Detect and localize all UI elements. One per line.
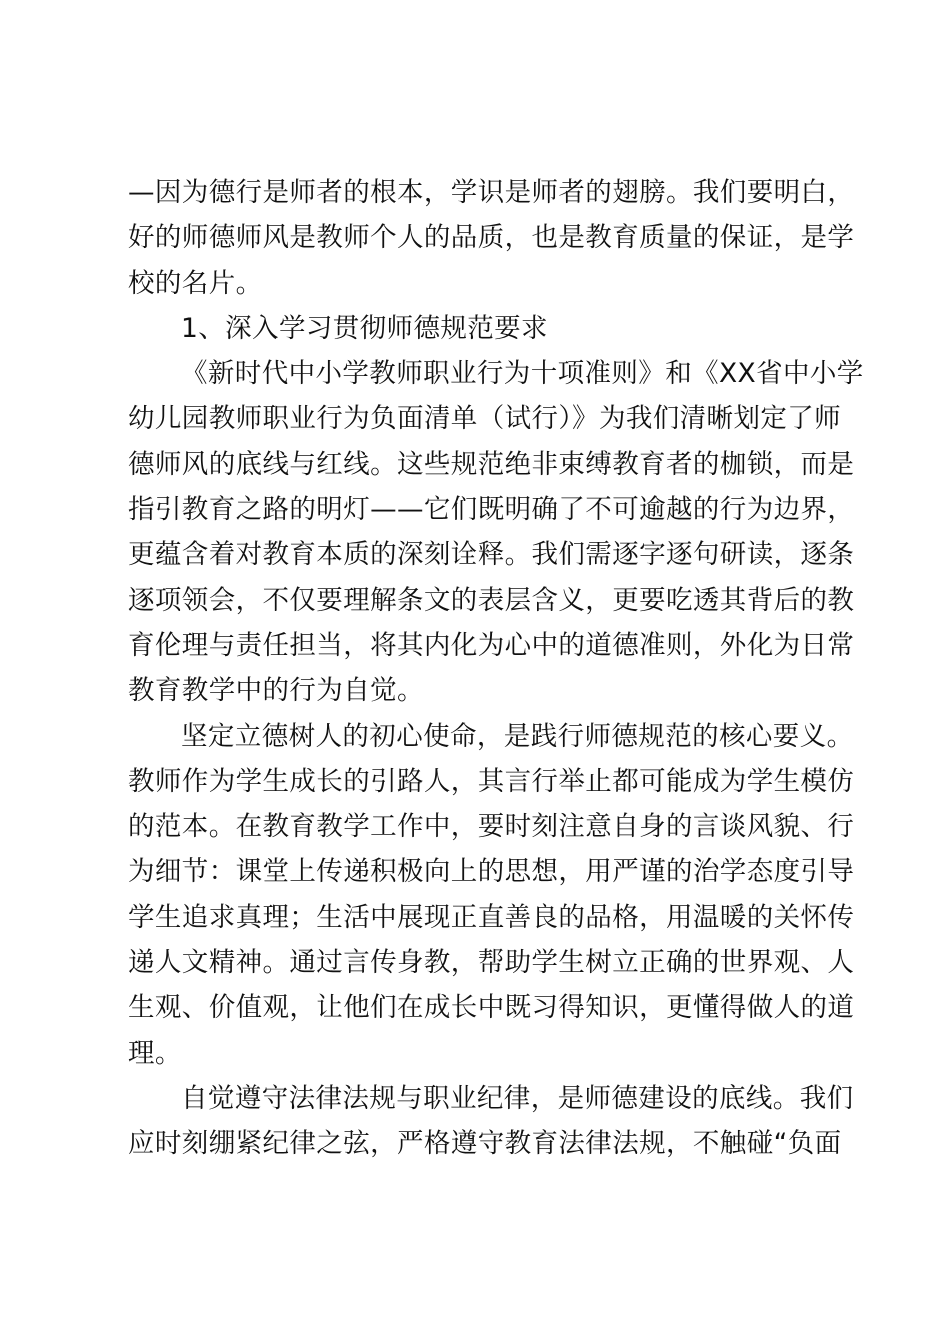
document-body	[128, 170, 864, 1167]
text-line: 校的名片。	[128, 267, 263, 299]
text-line: 幼儿园教师职业行为负面清单（试行）》为我们清晰划定了师	[128, 403, 842, 435]
paragraph-first-line: 自觉遵守法律法规与职业纪律，是师德建设的底线。我们	[181, 1082, 854, 1114]
text-line: 学生追求真理；生活中展现正直善良的品格，用温暖的关怀传	[128, 901, 855, 933]
text-line: 理。	[128, 1037, 182, 1069]
paragraph-first-line: 坚定立德树人的初心使命，是践行师德规范的核心要义。	[181, 720, 854, 752]
text-line: 教师作为学生成长的引路人，其言行举止都可能成为学生模仿	[128, 765, 855, 797]
paragraph-first-line: 《新时代中小学教师职业行为十项准则》和《XX省中小学	[181, 358, 864, 390]
text-line: 逐项领会，不仅要理解条文的表层含义，更要吃透其背后的教	[128, 584, 855, 616]
section-heading: 1、深入学习贯彻师德规范要求	[181, 312, 548, 344]
text-line: 为细节：课堂上传递积极向上的思想，用严谨的治学态度引导	[128, 856, 855, 888]
text-line: 生观、价值观，让他们在成长中既习得知识，更懂得做人的道	[128, 992, 855, 1024]
text-line: —因为德行是师者的根本，学识是师者的翅膀。我们要明白，	[128, 177, 855, 208]
text-line: 应时刻绷紧纪律之弦，严格遵守教育法律法规，不触碰“负面	[128, 1128, 842, 1160]
text-line: 德师风的底线与红线。这些规范绝非束缚教育者的枷锁，而是	[128, 448, 855, 480]
text-line: 更蕴含着对教育本质的深刻诠释。我们需逐字逐句研读，逐条	[128, 539, 855, 571]
text-line: 递人文精神。通过言传身教，帮助学生树立正确的世界观、人	[128, 947, 855, 979]
text-line: 好的师德师风是教师个人的品质，也是教育质量的保证，是学	[128, 222, 855, 254]
text-line: 指引教育之路的明灯——它们既明确了不可逾越的行为边界，	[128, 494, 855, 526]
text-line: 的范本。在教育教学工作中，要时刻注意自身的言谈风貌、行	[128, 811, 855, 843]
text-line: 教育教学中的行为自觉。	[128, 675, 424, 707]
text-line: 育伦理与责任担当，将其内化为心中的道德准则，外化为日常	[128, 629, 855, 661]
